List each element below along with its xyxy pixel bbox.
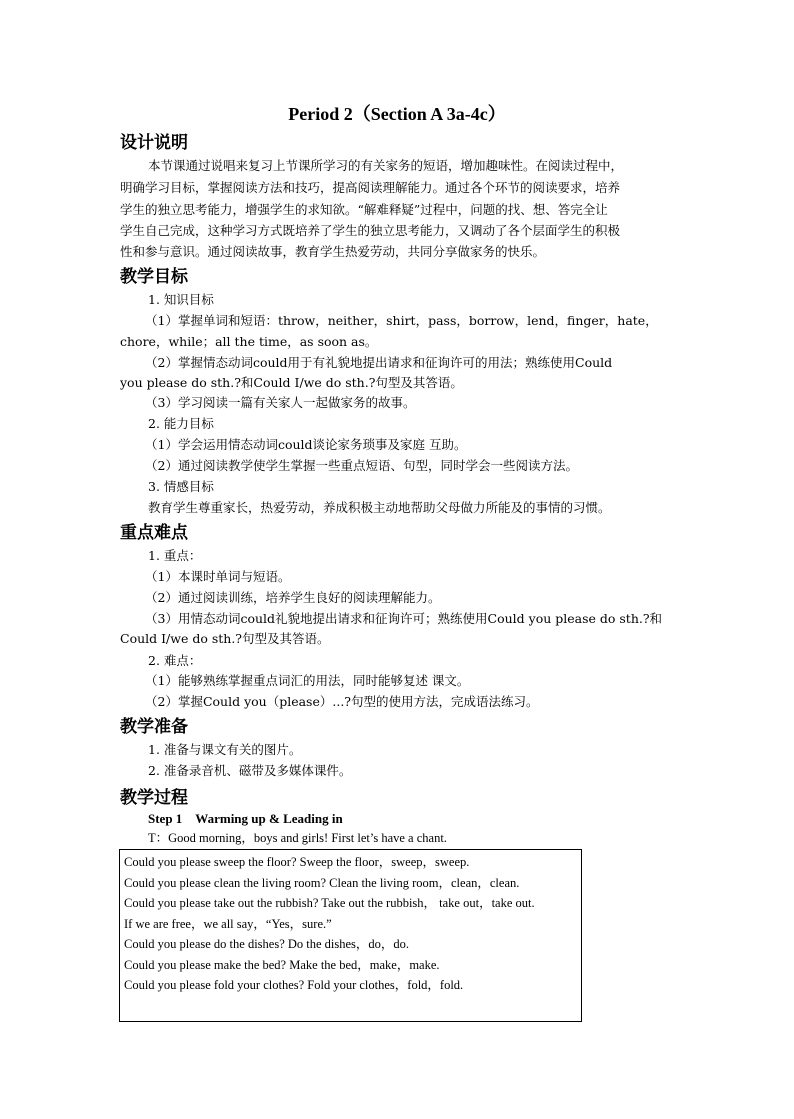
difficult-label: 2. 难点： <box>148 653 202 668</box>
focus-item-1: （1）本课时单词与短语。 <box>145 569 291 584</box>
ability-item-2: （2）通过阅读教学使学生掌握一些重点短语、句型，同时学会一些阅读方法。 <box>145 458 578 473</box>
key-heading: 重点难点 <box>120 523 188 543</box>
chant-line: Could you please make the bed? Make the bed，make，make. <box>124 957 440 972</box>
chant-box <box>119 849 582 1022</box>
teacher-line: T：Good morning，boys and girls! First let’s have a chant. <box>148 831 447 845</box>
design-line-3: 学生的独立思考能力，增强学生的求知欲。“解难释疑”过程中，问题的找、想、答完全让 <box>120 202 608 217</box>
emotion-goal-label: 3. 情感目标 <box>148 479 214 494</box>
step-1-title: Step 1 Warming up & Leading in <box>148 811 343 826</box>
focus-label: 1. 重点： <box>148 548 202 563</box>
design-line-1: 本节课通过说唱来复习上节课所学习的有关家务的短语，增加趣味性。在阅读过程中， <box>148 158 624 173</box>
chant-line: Could you please do the dishes? Do the dishes，do，do. <box>124 937 410 951</box>
document-title: Period 2（Section A 3a-4c） <box>288 104 506 124</box>
ability-goal-label: 2. 能力目标 <box>148 416 214 431</box>
emotion-item-1: 教育学生尊重家长，热爱劳动，养成积极主动地帮助父母做力所能及的事情的习惯。 <box>148 500 611 515</box>
process-heading: 教学过程 <box>120 788 188 808</box>
chant-line: Could you please fold your clothes? Fold your clothes，fold，fold. <box>124 978 464 992</box>
focus-item-3b: Could I/we do sth.?句型及其答语。 <box>120 631 330 646</box>
knowledge-item-1a: （1）掌握单词和短语：throw，neither，shirt，pass，borrow，lend，finger，hate， <box>145 313 658 328</box>
chant-line: If we are free，we all say，“Yes，sure.” <box>124 916 332 931</box>
knowledge-item-2b: you please do sth.?和Could I/we do sth.?句型及其答语。 <box>120 375 463 390</box>
chant-line: Could you please take out the rubbish? Take out the rubbish， take out，take out. <box>124 896 535 910</box>
chant-line: Could you please clean the living room? Clean the living room，clean，clean. <box>124 875 520 890</box>
knowledge-item-2a: （2）掌握情态动词could用于有礼貌地提出请求和征询许可的用法；熟练使用Could <box>145 355 613 370</box>
design-line-2: 明确学习目标，掌握阅读方法和技巧，提高阅读理解能力。通过各个环节的阅读要求，培养 <box>120 180 621 195</box>
design-line-5: 性和参与意识。通过阅读故事，教育学生热爱劳动，共同分享做家务的快乐。 <box>120 244 546 259</box>
focus-item-3a: （3）用情态动词could礼貌地提出请求和征询许可；熟练使用Could you please do sth.?和 <box>145 611 663 626</box>
focus-item-2: （2）通过阅读训练，培养学生良好的阅读理解能力。 <box>145 590 441 605</box>
prep-item-1: 1. 准备与课文有关的图片。 <box>148 742 302 757</box>
goals-heading: 教学目标 <box>120 267 188 287</box>
difficult-item-2: （2）掌握Could you（please）...?句型的使用方法，完成语法练习。 <box>145 694 539 709</box>
difficult-item-1: （1）能够熟练掌握重点词汇的用法，同时能够复述 课文。 <box>145 673 470 688</box>
prep-heading: 教学准备 <box>120 717 188 737</box>
knowledge-goal-label: 1. 知识目标 <box>148 292 214 307</box>
design-heading: 设计说明 <box>120 133 188 153</box>
ability-item-1: （1）学会运用情态动词could谈论家务琐事及家庭 互助。 <box>145 437 467 452</box>
knowledge-item-3: （3）学习阅读一篇有关家人一起做家务的故事。 <box>145 395 416 410</box>
prep-item-2: 2. 准备录音机、磁带及多媒体课件。 <box>148 763 352 778</box>
design-line-4: 学生自己完成，这种学习方式既培养了学生的独立思考能力，又调动了各个层面学生的积极 <box>120 223 621 238</box>
knowledge-item-1b: chore，while；all the time，as soon as。 <box>120 334 378 349</box>
chant-line: Could you please sweep the floor? Sweep the floor，sweep，sweep. <box>124 855 470 869</box>
